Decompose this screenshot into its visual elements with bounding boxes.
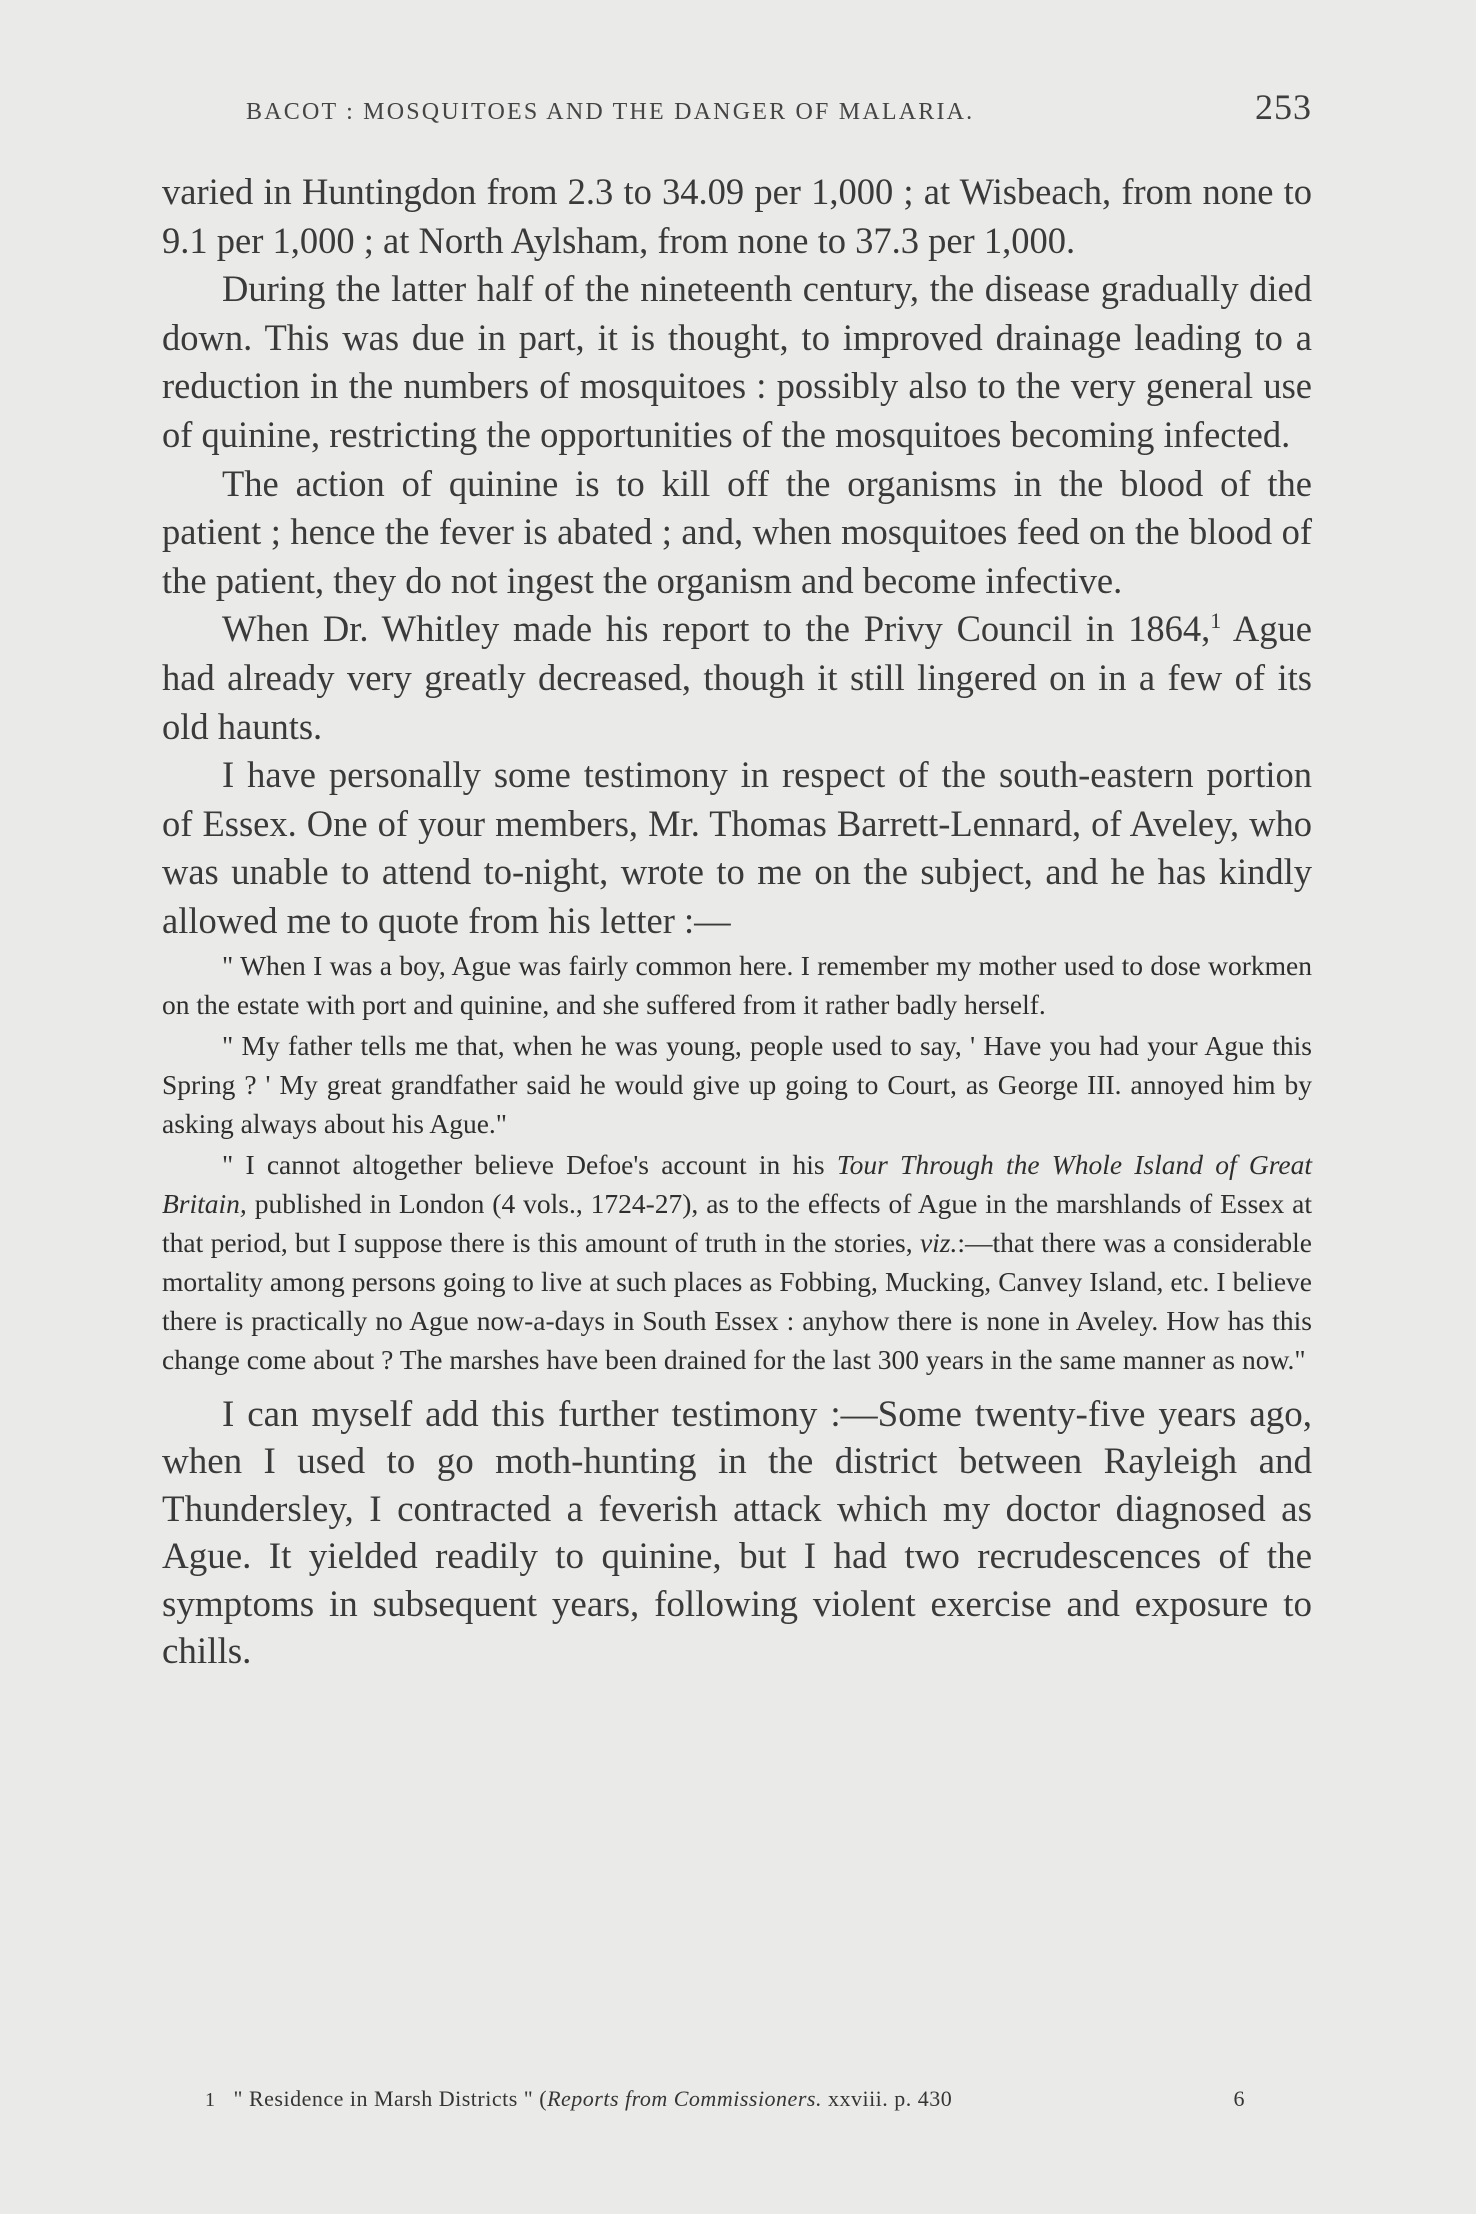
- footnote-marker: 1: [205, 2089, 216, 2111]
- page-number: 253: [1255, 87, 1312, 127]
- footnote-source: Reports from Commissioners.: [547, 2086, 822, 2111]
- defoe-book-title: Tour Through the Whole Island of Great Britain,: [162, 1148, 1312, 1219]
- footnote-reference: 1: [1210, 608, 1222, 634]
- paragraph-essex-testimony: I have personally some testimony in respect of the south-eastern portion of Essex. One of your members, Mr. Thomas Barrett-Lennard, of Aveley, who was unable to attend to-night, wrote to me on the subject, and he has kindly allowed me to quote from his letter :—: [162, 754, 1312, 941]
- quote-defoe-account: [162, 1145, 1312, 1379]
- paragraph-quinine-action: The action of quinine is to kill off the organisms in the blood of the patient ; hence the fever is abated ; and, when mosquitoes feed on the blood of the patient, they do not ingest the organism and become infective.: [162, 462, 1312, 601]
- whitley-text-start: When Dr. Whitley made his report to the Privy Council in 1864,: [222, 608, 1211, 650]
- paragraph-author-testimony: I can myself add this further testimony :—Some twenty-five years ago, when I used to go moth-hunting in the district between Rayleigh and Thundersley, I contracted a feverish attack which my doctor diagnosed as Ague. It yielded readily to quinine, but I had two recrudescences of the symptoms in subsequent years, following violent exercise and exposure to chills.: [162, 1393, 1312, 1672]
- page-header: [162, 86, 1312, 128]
- quote-father-ague: " My father tells me that, when he was young, people used to say, ' Have you had your Ague this Spring ? ' My great grandfather said he would give up going to Court, as George III. annoyed him by asking always about his Ague.": [162, 1029, 1312, 1139]
- footnote-reference-text: xxviii. p. 430: [821, 2086, 953, 2111]
- paragraph-disease-decline: During the latter half of the nineteenth century, the disease gradually died down. This was due in part, it is thought, to improved drainage leading to a reduction in the numbers of mosquitoes : possibly also to the very general use of quinine, restricting the opportunities of the mosquitoes becoming infected.: [162, 268, 1312, 455]
- defoe-text-end: :—that there was a considerable mortality among persons going to live at such places as Fobbing, Mucking, Canvey Island, etc. I believe there is practically no Ague now-a-days in South Essex : anyhow there is none in Aveley. How has this change come about ? The marshes have been drained for the last 300 years in the same manner as now.": [162, 1226, 1312, 1375]
- footnote-text: " Residence in Marsh Districts " (: [233, 2086, 548, 2111]
- footnote: [205, 2086, 1245, 2112]
- defoe-text-middle: published in London (4 vols., 1724-27), as to the effects of Ague in the marshlands of Essex at that period, but I suppose there is this amount of truth in the stories,: [162, 1187, 1312, 1258]
- quote-boyhood-ague: " When I was a boy, Ague was fairly common here. I remember my mother used to dose workmen on the estate with port and quinine, and she suffered from it rather badly herself.: [162, 949, 1312, 1020]
- page-body: [162, 168, 1312, 1676]
- paragraph-huntingdon-rates: varied in Huntingdon from 2.3 to 34.09 per 1,000 ; at Wisbeach, from none to 9.1 per 1,000 ; at North Aylsham, from none to 37.3 per 1,000.: [162, 171, 1312, 261]
- paragraph-whitley-report: [162, 605, 1312, 751]
- viz-abbreviation: viz.: [919, 1226, 958, 1258]
- running-head: BACOT : MOSQUITOES AND THE DANGER OF MALARIA.: [246, 99, 975, 125]
- defoe-text-start: " I cannot altogether believe Defoe's account in his: [222, 1148, 837, 1180]
- sheet-signature: 6: [1233, 2086, 1245, 2111]
- whitley-text-end: Ague had already very greatly decreased, though it still lingered on in a few of its old haunts.: [162, 608, 1312, 747]
